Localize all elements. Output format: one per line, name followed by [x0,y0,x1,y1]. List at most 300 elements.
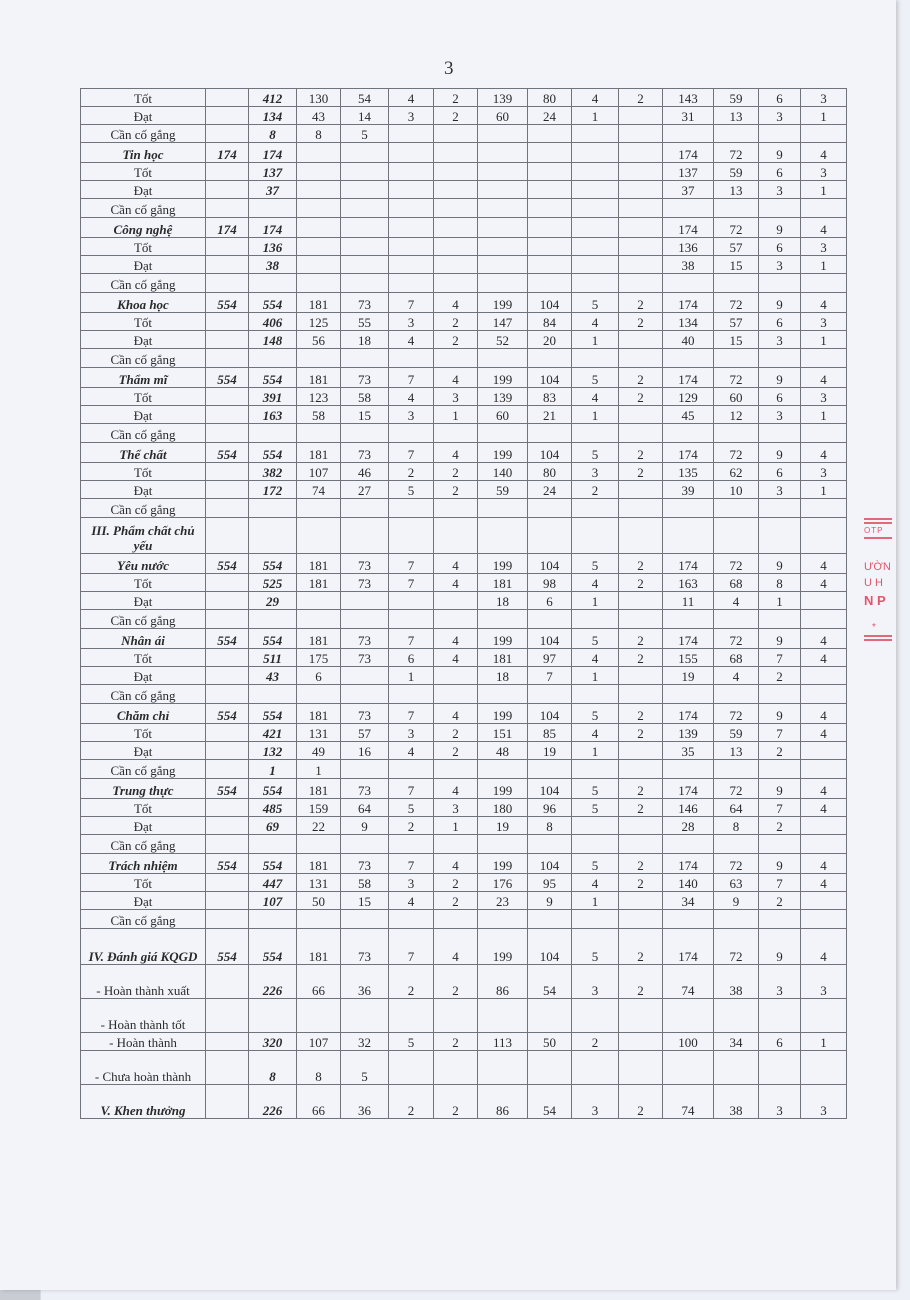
table-cell [572,274,619,293]
table-cell: 554 [206,929,249,965]
table-cell [619,667,663,685]
table-cell [297,910,341,929]
table-cell: 181 [297,854,341,874]
table-cell: 64 [714,799,759,817]
table-cell: 12 [714,406,759,424]
row-label: Cần cố gắng [81,199,206,218]
table-cell: 38 [714,1085,759,1119]
table-cell: 62 [714,463,759,481]
row-label: - Hoàn thành xuất [81,965,206,999]
table-cell [572,499,619,518]
table-cell: 136 [249,238,297,256]
table-cell: 5 [341,1051,389,1085]
table-row [81,218,847,238]
table-cell [434,256,478,274]
table-cell: 2 [619,929,663,965]
table-cell: 1 [572,592,619,610]
table-cell: 14 [341,107,389,125]
table-cell: 1 [389,667,434,685]
table-cell: 4 [714,592,759,610]
table-cell [249,199,297,218]
table-cell [434,518,478,554]
table-cell [528,499,572,518]
table-cell: 7 [389,574,434,592]
table-cell: 57 [714,238,759,256]
table-cell [249,835,297,854]
table-cell [714,349,759,368]
table-cell: 104 [528,629,572,649]
table-cell: 174 [663,629,714,649]
table-cell: 3 [572,1085,619,1119]
table-cell [389,274,434,293]
table-cell: 6 [297,667,341,685]
table-cell [478,181,528,199]
table-row [81,125,847,143]
table-cell: 4 [389,331,434,349]
table-cell [801,199,847,218]
table-cell [297,592,341,610]
table-cell: 59 [714,724,759,742]
table-cell: 199 [478,704,528,724]
table-cell: 5 [572,704,619,724]
table-cell [801,125,847,143]
table-cell [341,163,389,181]
table-cell: 60 [478,406,528,424]
red-stamp: OTP ƯỜN U H N P * [864,516,898,643]
table-cell: 4 [434,629,478,649]
table-cell [801,892,847,910]
table-cell [206,181,249,199]
table-cell: 3 [801,388,847,406]
table-cell [206,499,249,518]
table-cell: 11 [663,592,714,610]
table-cell: 9 [714,892,759,910]
table-cell: 9 [528,892,572,910]
table-cell [478,218,528,238]
table-cell: 199 [478,779,528,799]
table-cell: 5 [572,799,619,817]
table-cell [478,125,528,143]
table-cell [528,424,572,443]
table-cell [341,760,389,779]
table-cell: 181 [297,293,341,313]
table-cell: 2 [434,463,478,481]
table-cell: 72 [714,143,759,163]
table-cell: 73 [341,554,389,574]
table-cell: 39 [663,481,714,499]
table-cell: 4 [572,574,619,592]
table-cell [206,667,249,685]
table-cell: 137 [249,163,297,181]
table-cell: 181 [297,574,341,592]
table-cell: 60 [478,107,528,125]
table-cell: 13 [714,742,759,760]
table-cell: 174 [663,854,714,874]
table-cell [619,349,663,368]
table-cell: 8 [249,1051,297,1085]
table-cell: 46 [341,463,389,481]
table-cell: 4 [801,704,847,724]
table-cell: 3 [801,89,847,107]
table-cell: 3 [389,313,434,331]
table-cell [801,667,847,685]
table-cell: 24 [528,107,572,125]
table-cell [389,685,434,704]
table-cell: 104 [528,704,572,724]
table-cell [714,125,759,143]
table-cell [341,610,389,629]
table-row [81,293,847,313]
table-cell: 2 [434,724,478,742]
table-cell: 2 [434,331,478,349]
table-cell: 9 [759,293,801,313]
table-cell: 1 [249,760,297,779]
table-body [81,89,847,1119]
table-cell: 9 [759,443,801,463]
table-cell [206,817,249,835]
table-cell: 68 [714,574,759,592]
table-cell [801,1051,847,1085]
table-cell: 5 [572,293,619,313]
table-cell: 66 [297,1085,341,1119]
table-cell [434,143,478,163]
table-cell [663,685,714,704]
table-cell [478,274,528,293]
table-cell: 1 [759,592,801,610]
table-cell [478,256,528,274]
table-cell [389,256,434,274]
table-cell: 84 [528,313,572,331]
table-cell: 50 [528,1033,572,1051]
table-cell [528,218,572,238]
table-cell: 73 [341,443,389,463]
table-cell [297,835,341,854]
table-cell [572,256,619,274]
table-row [81,779,847,799]
table-cell: 59 [714,89,759,107]
row-label: Cần cố gắng [81,125,206,143]
table-cell: 57 [341,724,389,742]
table-cell [801,742,847,760]
table-cell: 7 [389,368,434,388]
row-label: Cần cố gắng [81,685,206,704]
table-cell: 19 [528,742,572,760]
table-cell [389,218,434,238]
table-cell: 73 [341,368,389,388]
table-cell [434,238,478,256]
table-cell [478,499,528,518]
table-cell: 4 [434,929,478,965]
table-cell: 80 [528,463,572,481]
table-cell: 2 [389,817,434,835]
table-row [81,199,847,218]
table-cell: 320 [249,1033,297,1051]
row-label: - Hoàn thành [81,1033,206,1051]
table-cell: 73 [341,854,389,874]
table-cell [572,610,619,629]
table-cell: 174 [663,704,714,724]
table-cell: 72 [714,218,759,238]
table-cell [759,349,801,368]
table-cell: 72 [714,929,759,965]
table-cell [249,424,297,443]
table-row [81,835,847,854]
table-cell: 174 [663,779,714,799]
table-cell: 98 [528,574,572,592]
table-cell [714,274,759,293]
table-cell [619,817,663,835]
table-cell [528,999,572,1033]
table-cell: 2 [619,1085,663,1119]
table-cell [434,999,478,1033]
table-cell: 391 [249,388,297,406]
table-cell: 4 [434,649,478,667]
table-cell: 72 [714,779,759,799]
table-cell: 32 [341,1033,389,1051]
table-cell [478,163,528,181]
table-cell: 421 [249,724,297,742]
table-cell: 9 [759,779,801,799]
table-cell [714,424,759,443]
table-cell: 2 [434,313,478,331]
table-cell: 2 [759,892,801,910]
table-row [81,667,847,685]
table-cell: 5 [341,125,389,143]
table-cell [528,610,572,629]
table-cell: 3 [801,965,847,999]
table-cell: 2 [619,89,663,107]
table-cell [619,406,663,424]
table-cell: 73 [341,574,389,592]
table-cell: 104 [528,554,572,574]
table-cell [249,910,297,929]
table-cell: 554 [206,554,249,574]
table-cell: 54 [341,89,389,107]
table-cell: 8 [249,125,297,143]
table-cell: 107 [249,892,297,910]
table-cell [389,125,434,143]
table-cell: 83 [528,388,572,406]
table-cell: 3 [434,799,478,817]
row-label: Cần cố gắng [81,610,206,629]
row-label: Tốt [81,574,206,592]
table-cell [663,910,714,929]
table-cell [297,181,341,199]
table-cell [528,349,572,368]
table-cell: 3 [801,313,847,331]
table-cell [389,518,434,554]
table-row [81,704,847,724]
table-cell: 38 [714,965,759,999]
table-cell: 134 [663,313,714,331]
table-cell: 199 [478,554,528,574]
table-row [81,368,847,388]
table-cell [528,181,572,199]
table-cell [297,163,341,181]
table-cell: 181 [297,554,341,574]
table-cell: 113 [478,1033,528,1051]
table-cell: 4 [434,293,478,313]
table-cell: 554 [249,368,297,388]
table-cell [572,835,619,854]
table-cell: 8 [297,125,341,143]
table-cell: 7 [389,704,434,724]
table-cell [206,256,249,274]
table-cell: 554 [206,854,249,874]
table-cell: 4 [434,554,478,574]
table-cell: 86 [478,965,528,999]
table-cell: 50 [297,892,341,910]
table-cell [801,424,847,443]
row-label: Tốt [81,238,206,256]
table-cell: 7 [389,293,434,313]
table-row [81,742,847,760]
table-cell: 64 [341,799,389,817]
row-label: Đạt [81,742,206,760]
table-cell: 181 [297,704,341,724]
table-cell: 6 [528,592,572,610]
table-cell [759,518,801,554]
table-row [81,892,847,910]
table-cell: 107 [297,463,341,481]
table-cell: 174 [663,443,714,463]
table-cell [249,274,297,293]
table-row [81,1085,847,1119]
table-row [81,610,847,629]
row-label: Khoa học [81,293,206,313]
table-cell: 554 [249,779,297,799]
table-cell: 130 [297,89,341,107]
table-cell: 6 [389,649,434,667]
row-label: IV. Đánh giá KQGD [81,929,206,965]
table-cell: 9 [341,817,389,835]
table-cell: 15 [341,892,389,910]
table-cell: 7 [389,854,434,874]
table-row [81,256,847,274]
table-cell [389,163,434,181]
table-row [81,89,847,107]
table-cell [801,274,847,293]
table-cell [663,199,714,218]
table-cell: 3 [759,1085,801,1119]
table-cell: 412 [249,89,297,107]
table-cell: 7 [389,779,434,799]
table-cell [528,274,572,293]
table-cell [206,349,249,368]
table-cell: 18 [478,667,528,685]
table-cell [663,125,714,143]
table-cell: 18 [341,331,389,349]
table-row [81,854,847,874]
table-cell: 4 [434,368,478,388]
table-cell: 174 [663,368,714,388]
table-cell: 4 [434,704,478,724]
table-row [81,1051,847,1085]
table-cell: 34 [714,1033,759,1051]
row-label: Tốt [81,649,206,667]
table-row [81,629,847,649]
table-cell: 175 [297,649,341,667]
table-cell: 554 [206,629,249,649]
table-cell: 181 [297,629,341,649]
table-cell [619,331,663,349]
table-cell [619,256,663,274]
table-cell: 95 [528,874,572,892]
table-cell: 554 [249,554,297,574]
table-cell [206,742,249,760]
table-cell: 131 [297,874,341,892]
table-cell [619,238,663,256]
table-cell: 2 [619,574,663,592]
table-cell: 554 [206,443,249,463]
table-cell [714,518,759,554]
table-cell [249,349,297,368]
table-cell [528,685,572,704]
table-cell: 1 [572,742,619,760]
table-cell [801,760,847,779]
table-cell [341,667,389,685]
table-cell: 3 [389,107,434,125]
table-cell [341,181,389,199]
table-row [81,592,847,610]
table-cell: 6 [759,238,801,256]
table-cell [619,274,663,293]
row-label: Đạt [81,406,206,424]
table-cell [572,910,619,929]
table-cell: 7 [389,443,434,463]
table-cell: 1 [801,256,847,274]
table-row [81,388,847,406]
table-cell: 181 [478,649,528,667]
row-label: Đạt [81,817,206,835]
table-cell [619,218,663,238]
table-cell [619,125,663,143]
table-cell: 60 [714,388,759,406]
table-cell [206,424,249,443]
table-row [81,649,847,667]
table-cell: 199 [478,854,528,874]
table-row [81,163,847,181]
table-cell [478,999,528,1033]
table-cell: 5 [389,1033,434,1051]
table-cell: 2 [619,443,663,463]
table-cell: 554 [206,368,249,388]
table-cell [478,199,528,218]
results-table [80,88,847,1119]
table-row [81,499,847,518]
table-cell: 57 [714,313,759,331]
table-cell: 5 [572,443,619,463]
table-cell: 554 [249,929,297,965]
table-cell: 58 [341,874,389,892]
table-cell: 66 [297,965,341,999]
table-cell: 58 [341,388,389,406]
table-cell: 199 [478,368,528,388]
table-cell: 2 [619,704,663,724]
table-cell [572,424,619,443]
table-cell [249,518,297,554]
row-label: Đạt [81,592,206,610]
table-cell [341,835,389,854]
table-cell: 125 [297,313,341,331]
table-cell [714,1051,759,1085]
table-cell: 21 [528,406,572,424]
table-cell [663,1051,714,1085]
table-cell [206,892,249,910]
table-cell: 3 [389,724,434,742]
table-cell: 36 [341,965,389,999]
row-label: Tốt [81,313,206,331]
